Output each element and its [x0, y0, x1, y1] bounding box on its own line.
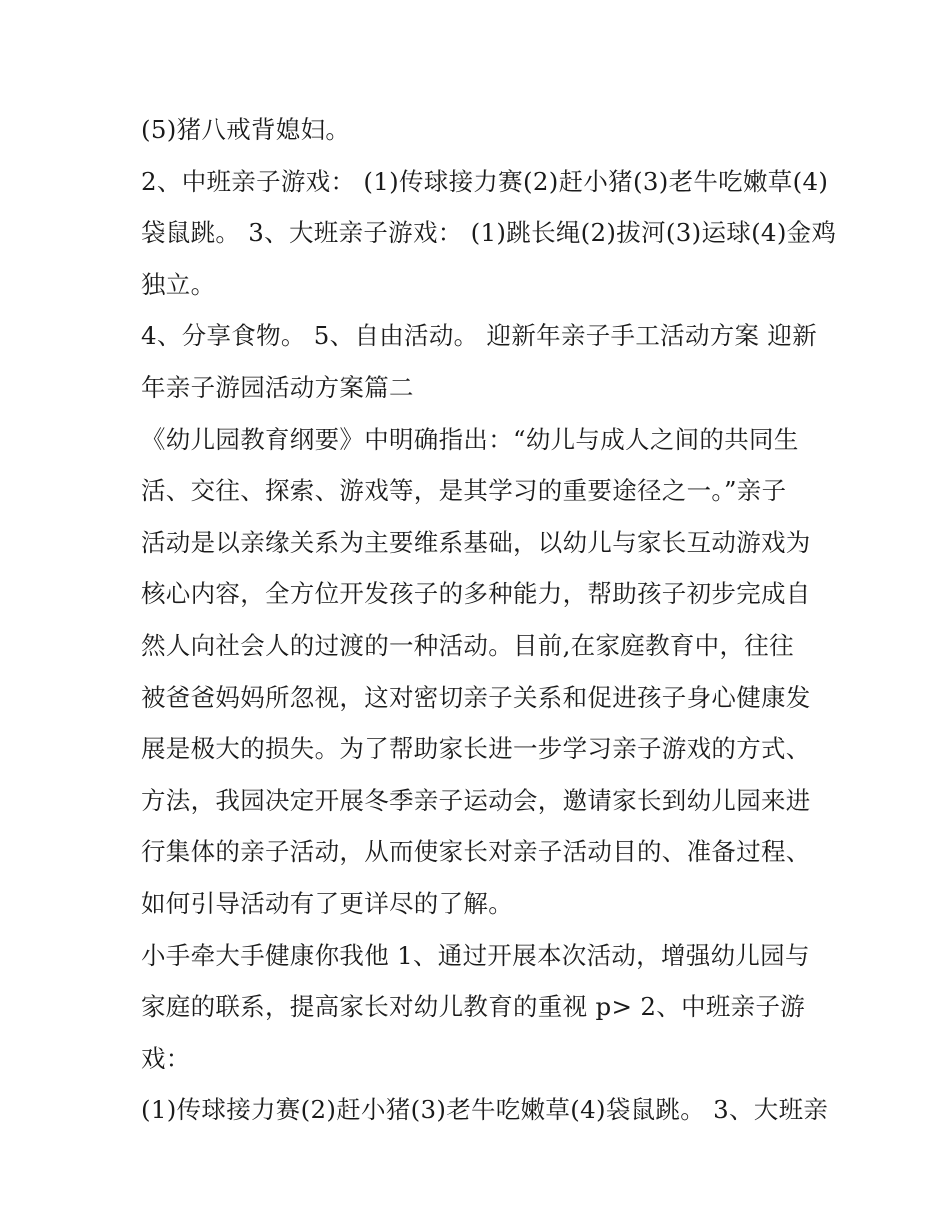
text-line-10: 核心内容，全方位开发孩子的多种能力，帮助孩子初步完成自	[141, 579, 811, 609]
text-line-9: 活动是以亲缘关系为主要维系基础，以幼儿与家长互动游戏为	[141, 527, 811, 557]
text-line-14: 方法，我园决定开展冬季亲子运动会，邀请家长到幼儿园来进	[141, 785, 811, 815]
text-line-1: (5)猪八戒背媳妇。	[141, 115, 351, 144]
text-line-8: 活、交往、探索、游戏等，是其学习的重要途径之一。”亲子	[141, 476, 787, 506]
text-line-13: 展是极大的损失。为了帮助家长进一步学习亲子游戏的方式、	[141, 734, 811, 764]
text-line-2: 2、中班亲子游戏： (1)传球接力赛(2)赶小猪(3)老牛吃嫩草(4)	[141, 166, 829, 196]
text-line-16: 如何引导活动有了更详尽的了解。	[141, 888, 513, 918]
text-line-18: 家庭的联系，提高家长对幼儿教育的重视 p> 2、中班亲子游	[141, 992, 806, 1022]
text-line-5: 4、分享食物。 5、自由活动。 迎新年亲子手工活动方案 迎新	[141, 321, 818, 351]
text-line-17: 小手牵大手健康你我他 1、通过开展本次活动，增强幼儿园与	[141, 940, 810, 970]
text-line-19: 戏：	[141, 1043, 191, 1073]
text-line-20: (1)传球接力赛(2)赶小猪(3)老牛吃嫩草(4)袋鼠跳。 3、大班亲	[141, 1095, 829, 1125]
text-line-11: 然人向社会人的过渡的一种活动。目前,在家庭教育中，往往	[141, 630, 794, 660]
text-line-12: 被爸爸妈妈所忽视，这对密切亲子关系和促进孩子身心健康发	[141, 682, 811, 712]
text-line-6: 年亲子游园活动方案篇二	[141, 372, 414, 402]
document-body	[141, 104, 837, 1136]
text-line-3: 袋鼠跳。 3、大班亲子游戏： (1)跳长绳(2)拔河(3)运球(4)金鸡	[141, 218, 837, 248]
text-line-7: 《幼儿园教育纲要》中明确指出：“幼儿与成人之间的共同生	[141, 424, 799, 454]
text-line-15: 行集体的亲子活动，从而使家长对亲子活动目的、准备过程、	[141, 837, 811, 867]
text-line-4: 独立。	[141, 269, 216, 299]
